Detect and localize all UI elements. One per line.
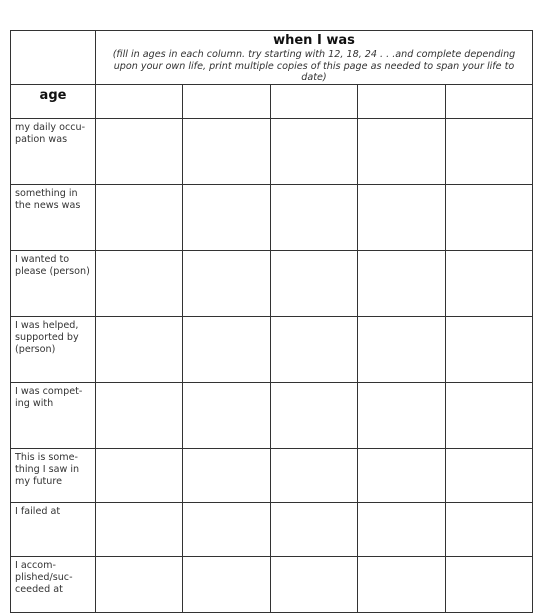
row-label-line: I failed at <box>15 506 61 517</box>
header-instructions: (fill in ages in each column. try starting with 12, 18, 24 . . .and complete depending upon your own life, print multiple copies of this page as needed to span your life to date) <box>112 49 516 83</box>
answer-cell[interactable] <box>96 185 183 251</box>
answer-cell[interactable] <box>183 557 270 613</box>
answer-cell[interactable] <box>183 503 270 557</box>
age-input-cell[interactable] <box>445 85 532 119</box>
answer-cell[interactable] <box>358 383 445 449</box>
answer-cell[interactable] <box>270 185 357 251</box>
row-label-line: ing with <box>15 398 54 410</box>
row-label-line: (person) <box>15 344 56 356</box>
answer-cell[interactable] <box>270 449 357 503</box>
age-input-cell[interactable] <box>96 85 183 119</box>
answer-cell[interactable] <box>96 557 183 613</box>
row-label-line: ceeded at <box>15 584 63 596</box>
row-label-line: I wanted to <box>15 254 70 265</box>
answer-cell[interactable] <box>270 383 357 449</box>
answer-cell[interactable] <box>358 251 445 317</box>
answer-cell[interactable] <box>270 557 357 613</box>
answer-cell[interactable] <box>270 119 357 185</box>
row-label-line: please (person) <box>15 266 90 278</box>
row-label-line: something in <box>15 188 78 199</box>
answer-cell[interactable] <box>445 185 532 251</box>
answer-cell[interactable] <box>445 449 532 503</box>
answer-cell[interactable] <box>96 449 183 503</box>
answer-cell[interactable] <box>96 317 183 383</box>
answer-cell[interactable] <box>445 503 532 557</box>
prompt-row <box>11 449 533 503</box>
answer-cell[interactable] <box>358 557 445 613</box>
row-label-line: I was compet- <box>15 386 83 397</box>
row-label <box>11 317 96 383</box>
row-label <box>11 383 96 449</box>
answer-cell[interactable] <box>183 119 270 185</box>
answer-cell[interactable] <box>445 557 532 613</box>
header-title: when I was <box>273 33 355 48</box>
row-label <box>11 185 96 251</box>
row-label-line: I accom- <box>15 560 56 571</box>
answer-cell[interactable] <box>96 119 183 185</box>
row-label <box>11 503 96 557</box>
row-label-line: supported by <box>15 332 79 344</box>
row-label-line: my daily occu- <box>15 122 86 133</box>
answer-cell[interactable] <box>183 449 270 503</box>
prompt-row <box>11 383 533 449</box>
answer-cell[interactable] <box>358 185 445 251</box>
age-input-cell[interactable] <box>358 85 445 119</box>
answer-cell[interactable] <box>358 503 445 557</box>
prompt-row <box>11 185 533 251</box>
row-label-line: my future <box>15 476 63 488</box>
row-label-line: I was helped, <box>15 320 79 331</box>
header-cell <box>96 31 533 85</box>
answer-cell[interactable] <box>358 317 445 383</box>
answer-cell[interactable] <box>96 251 183 317</box>
row-label <box>11 251 96 317</box>
answer-cell[interactable] <box>96 383 183 449</box>
answer-cell[interactable] <box>183 251 270 317</box>
prompt-row <box>11 557 533 613</box>
age-input-cell[interactable] <box>183 85 270 119</box>
row-label-line: the news was <box>15 200 81 212</box>
row-label-line: This is some- <box>15 452 78 463</box>
age-input-cell[interactable] <box>270 85 357 119</box>
answer-cell[interactable] <box>270 503 357 557</box>
prompt-row <box>11 503 533 557</box>
prompt-row <box>11 251 533 317</box>
answer-cell[interactable] <box>445 317 532 383</box>
prompt-row <box>11 317 533 383</box>
answer-cell[interactable] <box>445 251 532 317</box>
answer-cell[interactable] <box>96 503 183 557</box>
answer-cell[interactable] <box>183 185 270 251</box>
age-label: age <box>11 85 96 119</box>
answer-cell[interactable] <box>358 449 445 503</box>
row-label <box>11 449 96 503</box>
answer-cell[interactable] <box>358 119 445 185</box>
answer-cell[interactable] <box>270 317 357 383</box>
row-label <box>11 119 96 185</box>
answer-cell[interactable] <box>270 251 357 317</box>
row-label <box>11 557 96 613</box>
answer-cell[interactable] <box>445 383 532 449</box>
corner-cell <box>11 31 96 85</box>
answer-cell[interactable] <box>445 119 532 185</box>
row-label-line: thing I saw in <box>15 464 80 476</box>
answer-cell[interactable] <box>183 383 270 449</box>
age-row <box>11 85 533 119</box>
answer-cell[interactable] <box>183 317 270 383</box>
row-label-line: plished/suc- <box>15 572 73 584</box>
row-label-line: pation was <box>15 134 68 146</box>
life-stages-worksheet-table <box>10 30 533 613</box>
prompt-row <box>11 119 533 185</box>
header-row <box>11 31 533 85</box>
